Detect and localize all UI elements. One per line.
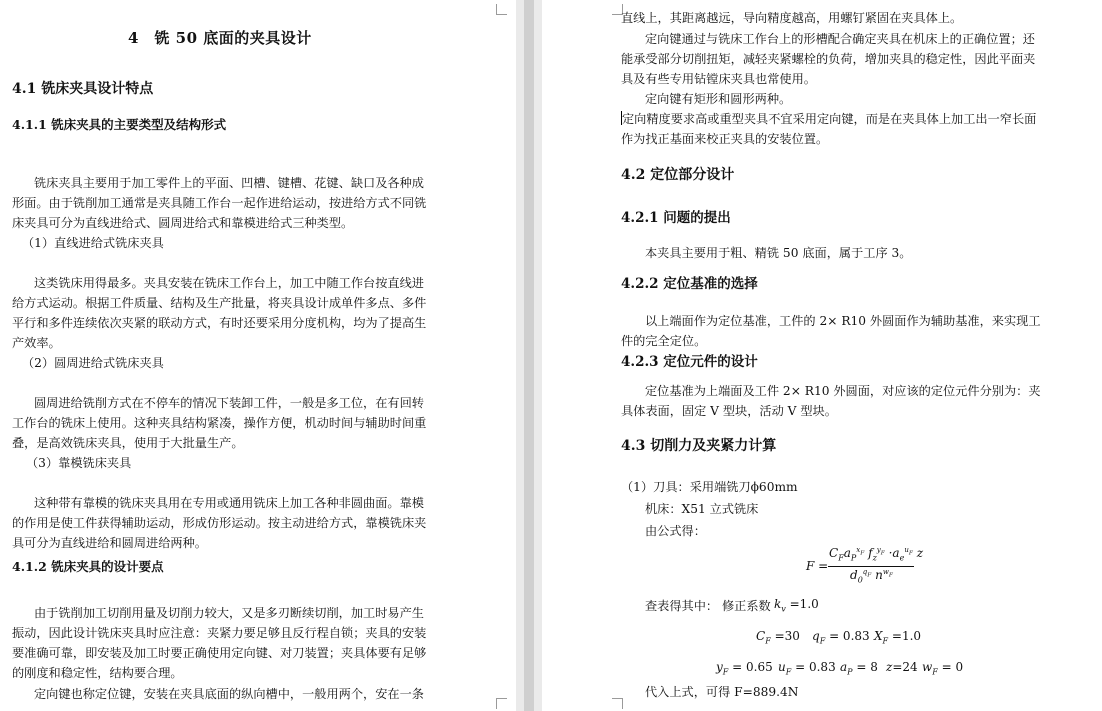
section-title-4-3: 4.3 切削力及夹紧力计算 <box>621 438 777 454</box>
paragraph-line: 本夹具主要用于粗、精铣 50 底面，属于工序 3。 <box>645 246 912 260</box>
page-corner-mark <box>496 4 507 15</box>
constant-yf: $y_F = 0.65$ <box>716 660 773 677</box>
paragraph-line: 定向键也称定位键，安装在夹具底面的纵向槽中，一般用两个，安在一条 <box>34 687 424 701</box>
subsection-title-4-2-3: 4.2.3 定位元件的设计 <box>621 354 758 370</box>
paragraph-line: 具及有些专用钻镗床夹具也常使用。 <box>621 72 816 86</box>
gutter-shadow <box>524 0 534 711</box>
paragraph-line: 能承受部分切削扭矩，减轻夹紧螺栓的负荷，增加夹具的稳定性，因此平面夹 <box>621 52 1036 66</box>
paragraph-line: 具可分为直线进给和圆周进给两种。 <box>12 536 207 550</box>
list-item: （3）靠模铣床夹具 <box>26 456 132 470</box>
constant-uf: $u_F = 0.83$ <box>778 660 836 677</box>
paragraph-line: 振动，因此设计铣床夹具时应注意：夹紧力要足够且反行程自锁；夹具的安装 <box>12 626 427 640</box>
correction-coefficient: $k_v =1.0$ <box>774 597 819 614</box>
constant-ap: $a_P = 8$ <box>840 660 878 677</box>
page-gutter <box>516 0 542 711</box>
document-page-left <box>0 0 516 711</box>
paragraph-line: 平行和多件连续依次夹紧的联动方式，有时还要采用分度机构，均为了提高生 <box>12 316 427 330</box>
paragraph-line: 的刚度和稳定性，结构要合理。 <box>12 666 183 680</box>
paragraph-line: 作为找正基面来校正夹具的安装位置。 <box>621 132 829 146</box>
subsection-title-4-2-2: 4.2.2 定位基准的选择 <box>621 276 758 292</box>
paragraph-line: 这种带有靠模的铣床夹具用在专用或通用铣床上加工各种非圆曲面。靠模 <box>34 496 424 510</box>
formula-fraction-bar <box>828 566 914 567</box>
formula-numerator: $C_Fa_P^{x_F}$ $f_z^{y_F} \cdot a_e^{u_F}$ z <box>829 546 924 563</box>
paragraph-line: 要准确可靠，即安装及加工时要正确使用定向键、对刀装置；夹具体要有足够 <box>12 646 427 660</box>
paragraph-line: 具体表面，固定 V 型块，活动 V 型块。 <box>621 404 837 418</box>
section-title-4-2: 4.2 定位部分设计 <box>621 167 735 183</box>
paragraph-line: 给方式运动。根据工件质量、结构及生产批量，将夹具设计成单件多点、多件 <box>12 296 427 310</box>
constant-wf: $w_F = 0$ <box>922 660 964 677</box>
table-lookup-line: 查表得其中： 修正系数 <box>645 599 771 613</box>
chapter-title: 4 铣 50 底面的夹具设计 <box>128 29 312 47</box>
page-corner-mark <box>612 698 623 709</box>
paragraph-line: 件的完全定位。 <box>621 334 707 348</box>
section-title-4-1: 4.1 铣床夹具设计特点 <box>12 81 154 97</box>
formula-lhs: F = <box>806 559 829 573</box>
constant-qf: $q_F = 0.83$ <box>812 629 870 646</box>
cutter-line: （1）刀具：采用端铣刀ϕ60mm <box>621 480 798 494</box>
list-item: （1）直线进给式铣床夹具 <box>22 236 164 250</box>
subsection-title-4-1-2: 4.1.2 铣床夹具的设计要点 <box>12 559 164 574</box>
subsection-title-4-2-1: 4.2.1 问题的提出 <box>621 210 731 226</box>
paragraph-line: 圆周进给铣削方式在不停车的情况下装卸工件，一般是多工位，在有回转 <box>34 396 424 410</box>
paragraph-line: 定向精度要求高或重型夹具不宜采用定向键，而是在夹具体上加工出一窄长面 <box>622 112 1037 126</box>
by-formula-line: 由公式得： <box>645 524 706 538</box>
paragraph-line: 由于铣削加工切削用量及切削力较大，又是多刃断续切削，加工时易产生 <box>34 606 424 620</box>
paragraph-line: 工作台的铣床上使用。这种夹具结构紧凑，操作方便，机动时间与辅助时间重 <box>12 416 427 430</box>
paragraph-line: 定向键有矩形和圆形两种。 <box>645 92 792 106</box>
paragraph-line: 以上端面作为定位基准，工件的 2× R10 外圆面作为辅助基准，来实现工 <box>645 314 1041 328</box>
subsection-title-4-1-1: 4.1.1 铣床夹具的主要类型及结构形式 <box>12 117 227 132</box>
page-corner-mark <box>496 698 507 709</box>
paragraph-line: 的作用是使工件获得辅助运动，形成仿形运动。按主动进给方式，靠模铣床夹 <box>12 516 427 530</box>
constant-z: z=24 <box>886 660 918 674</box>
constant-cf: $C_F =30$ <box>756 629 800 646</box>
paragraph-line: 直线上，其距离越远，导向精度越高，用螺钉紧固在夹具体上。 <box>621 11 963 25</box>
result-line: 代入上式，可得 F=889.4N <box>645 685 799 699</box>
machine-line: 机床：X51 立式铣床 <box>645 502 759 516</box>
paragraph-line: 这类铣床用得最多。夹具安装在铣床工作台上，加工中随工作台按直线进 <box>34 276 424 290</box>
paragraph-line: 床夹具可分为直线进给式、圆周进给式和靠模进给式三种类型。 <box>12 216 354 230</box>
paragraph-line: 产效率。 <box>12 336 61 350</box>
formula-denominator: $d_0^{q_F}$ $n^{w_F}$ <box>850 568 893 585</box>
paragraph-line: 铣床夹具主要用于加工零件上的平面、凹槽、键槽、花键、缺口及各种成 <box>34 176 424 190</box>
paragraph-line: 定向键通过与铣床工作台上的形槽配合确定夹具在机床上的正确位置；还 <box>645 32 1035 46</box>
constant-xf: $X_F =1.0$ <box>874 629 922 646</box>
list-item: （2）圆周进给式铣床夹具 <box>22 356 164 370</box>
paragraph-line: 叠，是高效铣床夹具，使用于大批量生产。 <box>12 436 244 450</box>
paragraph-line: 定位基准为上端面及工件 2× R10 外圆面，对应该的定位元件分别为：夹 <box>645 384 1041 398</box>
paragraph-line: 形面。由于铣削加工通常是夹具随工作台一起作进给运动，按进给方式不同铣 <box>12 196 427 210</box>
